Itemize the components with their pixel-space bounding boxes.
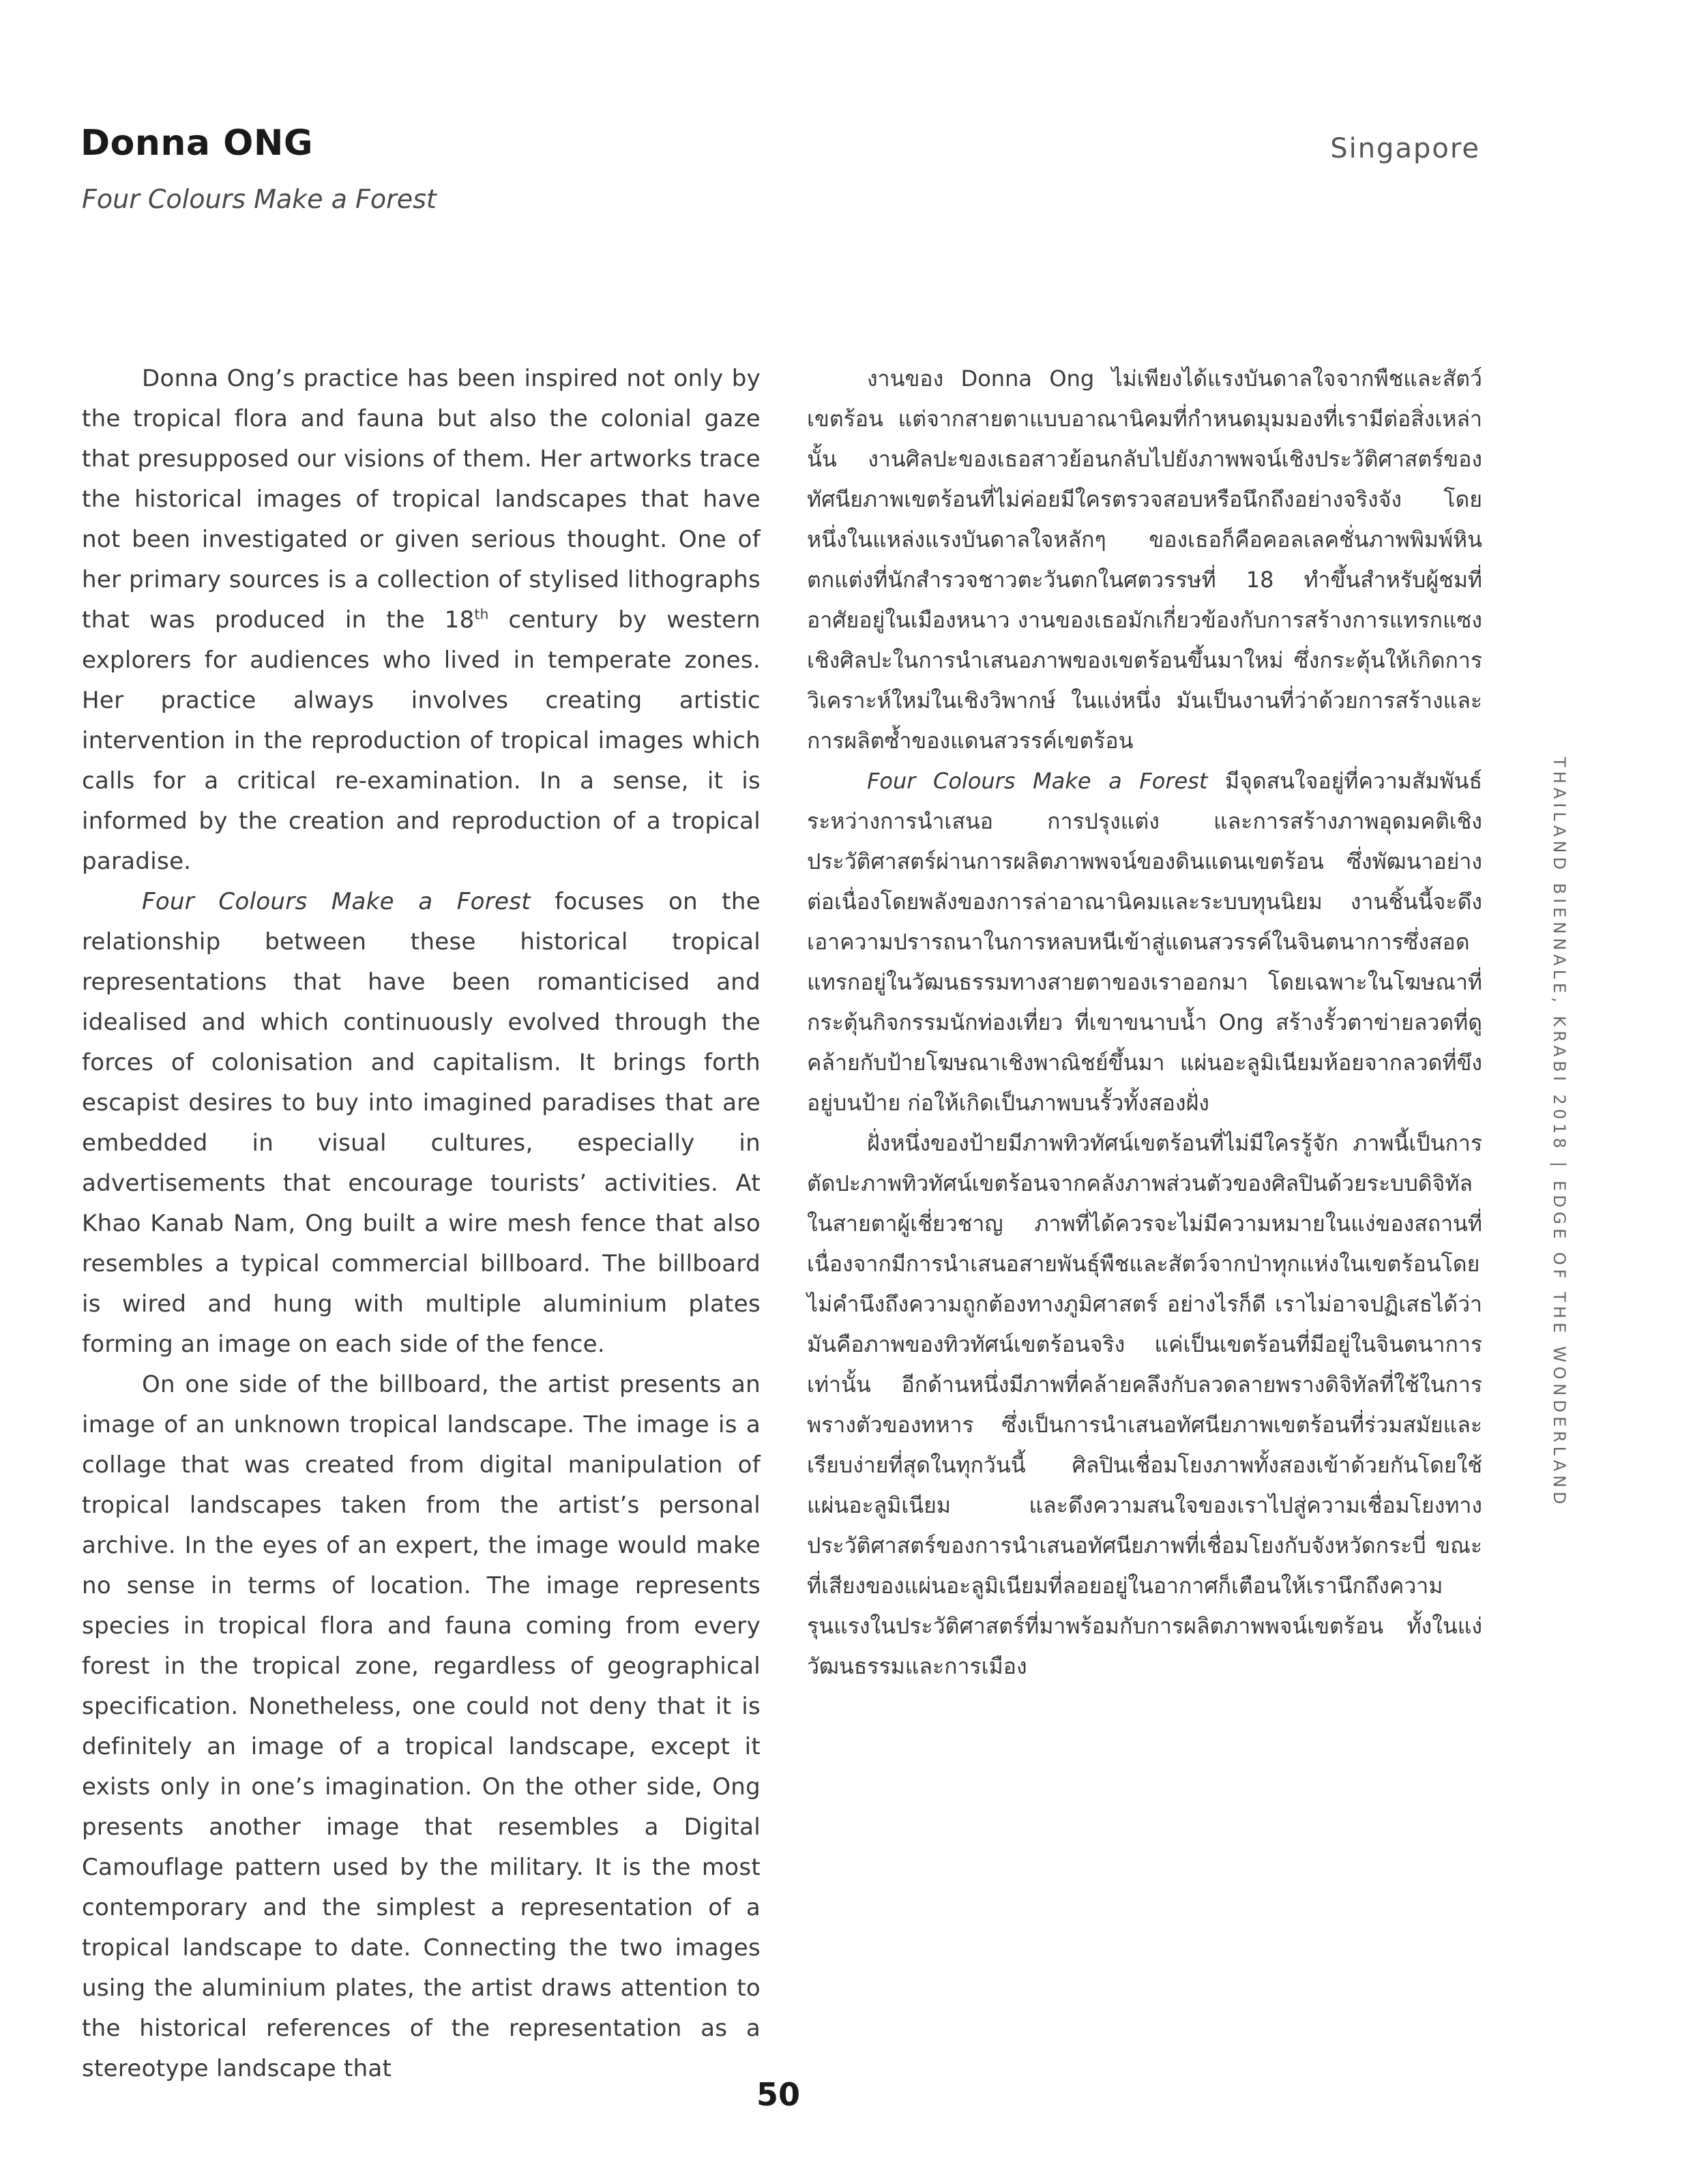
publication-side-label: THAILAND BIENNALE, KRABI 2018 | EDGE OF THE WONDERLAND (1550, 757, 1569, 1509)
english-p2-text: focuses on the relationship between these historical tropical representations that have been romanticised and idealised and which continuously evolved through the forces of colonisation and capitalism. It brings forth escapist desires to buy into imagined paradises that are embedded in visual cultures, especially in advertisements that encourage tourists’ activities. At Khao Kanab Nam, Ong built a wire mesh fence that also resembles a typical commercial billboard. The billboard is wired and hung with multiple aluminium plates forming an image on each side of the fence. (82, 888, 761, 1358)
thai-column (807, 359, 1482, 1687)
english-column (82, 359, 761, 2089)
artist-country: Singapore (1330, 133, 1480, 164)
thai-p2-title: Four Colours Make a Forest (867, 768, 1208, 794)
english-paragraph-2 (82, 882, 761, 1365)
thai-paragraph-3: ฝั่งหนึ่งของป้ายมีภาพทิวทัศน์เขตร้อนที่ไม่มีใครรู้จัก ภาพนี้เป็นการตัดปะภาพทิวทัศน์เขตร้อนจากคลังภาพส่วนตัวของศิลปินด้วยระบบดิจิทัล ในสายตาผู้เชี่ยวชาญ ภาพที่ได้ควรจะไม่มีความหมายในแง่ของสถานที่ เนื่องจากมีการนำเสนอสายพันธุ์พืชและสัตว์จากป่าทุกแห่งในเขตร้อนโดยไม่คำนึงถึงความถูกต้องทางภูมิศาสตร์ อย่างไรก็ดี เราไม่อาจปฏิเสธได้ว่ามันคือภาพของทิวทัศน์เขตร้อนจริง แค่เป็นเขตร้อนที่มีอยู่ในจินตนาการเท่านั้น อีกด้านหนึ่งมีภาพที่คล้ายคลึงกับลวดลายพรางดิจิทัลที่ใช้ในการพรางตัวของทหาร ซึ่งเป็นการนำเสนอทัศนียภาพเขตร้อนที่ร่วมสมัยและเรียบง่ายที่สุดในทุกวันนี้ ศิลปินเชื่อมโยงภาพทั้งสองเข้าด้วยกันโดยใช้แผ่นอะลูมิเนียม และดึงความสนใจของเราไปสู่ความเชื่อมโยงทางประวัติศาสตร์ของการนำเสนอทัศนียภาพที่เชื่อมโยงกับจังหวัดกระบี่ ขณะที่เสียงของแผ่นอะลูมิเนียมที่ลอยอยู่ในอากาศก็เตือนให้เรานึกถึงความรุนแรงในประวัติศาสตร์ที่มาพร้อมกับการผลิตภาพพจน์เขตร้อน ทั้งในแง่วัฒนธรรมและการเมือง (807, 1130, 1482, 1679)
artist-name: Donna ONG (80, 123, 314, 164)
page-number: 50 (756, 2076, 800, 2113)
artwork-title: Four Colours Make a Forest (82, 184, 437, 214)
english-paragraph-1 (82, 359, 761, 882)
thai-paragraph-2 (807, 761, 1482, 1123)
thai-p2-text: มีจุดสนใจอยู่ที่ความสัมพันธ์ระหว่างการนำเสนอ การปรุงแต่ง และการสร้างภาพอุดมคติเชิงประวัติศาสตร์ผ่านการผลิตภาพพจน์ของดินแดนเขตร้อน ซึ่งพัฒนาอย่างต่อเนื่องโดยพลังของการล่าอาณานิคมและระบบทุนนิยม งานชิ้นนี้จะดึงเอาความปรารถนาในการหลบหนีเข้าสู่แดนสวรรค์ในจินตนาการซึ่งสอดแทรกอยู่ในวัฒนธรรมทางสายตาของเราออกมา โดยเฉพาะในโฆษณาที่กระตุ้นกิจกรรมนักท่องเที่ยว ที่เขาขนาบน้ำ Ong สร้างรั้วตาข่ายลวดที่ดูคล้ายกับป้ายโฆษณาเชิงพาณิชย์ขึ้นมา แผ่นอะลูมิเนียมห้อยจากลวดที่ขึงอยู่บนป้าย ก่อให้เกิดเป็นภาพบนรั้วทั้งสองฝั่ง (807, 768, 1483, 1116)
english-p2-title: Four Colours Make a Forest (142, 888, 531, 915)
english-paragraph-3: On one side of the billboard, the artist presents an image of an unknown tropical landscape. The image is a collage that was created from digital manipulation of tropical landscapes taken from the artist’s personal archive. In the eyes of an expert, the image would make no sense in terms of location. The image represents species in tropical flora and fauna coming from every forest in the tropical zone, regardless of geographical specification. Nonetheless, one could not deny that it is definitely an image of a tropical landscape, except it exists only in one’s imagination. On the other side, Ong presents another image that resembles a Digital Camouflage pattern used by the military. It is the most contemporary and the simplest a representation of a tropical landscape to date. Connecting the two images using the aluminium plates, the artist draws attention to the historical references of the representation as a stereotype landscape that (82, 1371, 761, 2082)
ordinal-superscript: th (474, 606, 489, 623)
thai-paragraph-1: งานของ Donna Ong ไม่เพียงได้แรงบันดาลใจจากพืชและสัตว์เขตร้อน แต่จากสายตาแบบอาณานิคมที่กำหนดมุมมองที่เรามีต่อสิ่งเหล่านั้น งานศิลปะของเธอสาวย้อนกลับไปยังภาพพจน์เชิงประวัติศาสตร์ของทัศนียภาพเขตร้อนที่ไม่ค่อยมีใครตรวจสอบหรือนึกถึงอย่างจริงจัง โดยหนึ่งในแหล่งแรงบันดาลใจหลักๆ ของเธอก็คือคอลเลคชั่นภาพพิมพ์หินตกแต่งที่นักสำรวจชาวตะวันตกในศตวรรษที่ 18 ทำขึ้นสำหรับผู้ชมที่อาศัยอยู่ในเมืองหนาว งานของเธอมักเกี่ยวข้องกับการสร้างการแทรกแซงเชิงศิลปะในการนำเสนอภาพของเขตร้อนขึ้นมาใหม่ ซึ่งกระตุ้นให้เกิดการวิเคราะห์ใหม่ในเชิงวิพากษ์ ในแง่หนึ่ง มันเป็นงานที่ว่าด้วยการสร้างและการผลิตซ้ำของแดนสวรรค์เขตร้อน (807, 366, 1482, 754)
english-p1-text-a: Donna Ong’s practice has been inspired not only by the tropical flora and fauna but also the colonial gaze that presupposed our visions of them. Her artworks trace the historical images of tropical landscapes that have not been investigated or given serious thought. One of her primary sources is a collection of stylised lithographs that was produced in the 18 (82, 365, 761, 634)
english-p1-text-b: century by western explorers for audiences who lived in temperate zones. Her practice always involves creating artistic intervention in the reproduction of tropical images which calls for a critical re-examination. In a sense, it is informed by the creation and reproduction of a tropical paradise. (82, 606, 761, 875)
